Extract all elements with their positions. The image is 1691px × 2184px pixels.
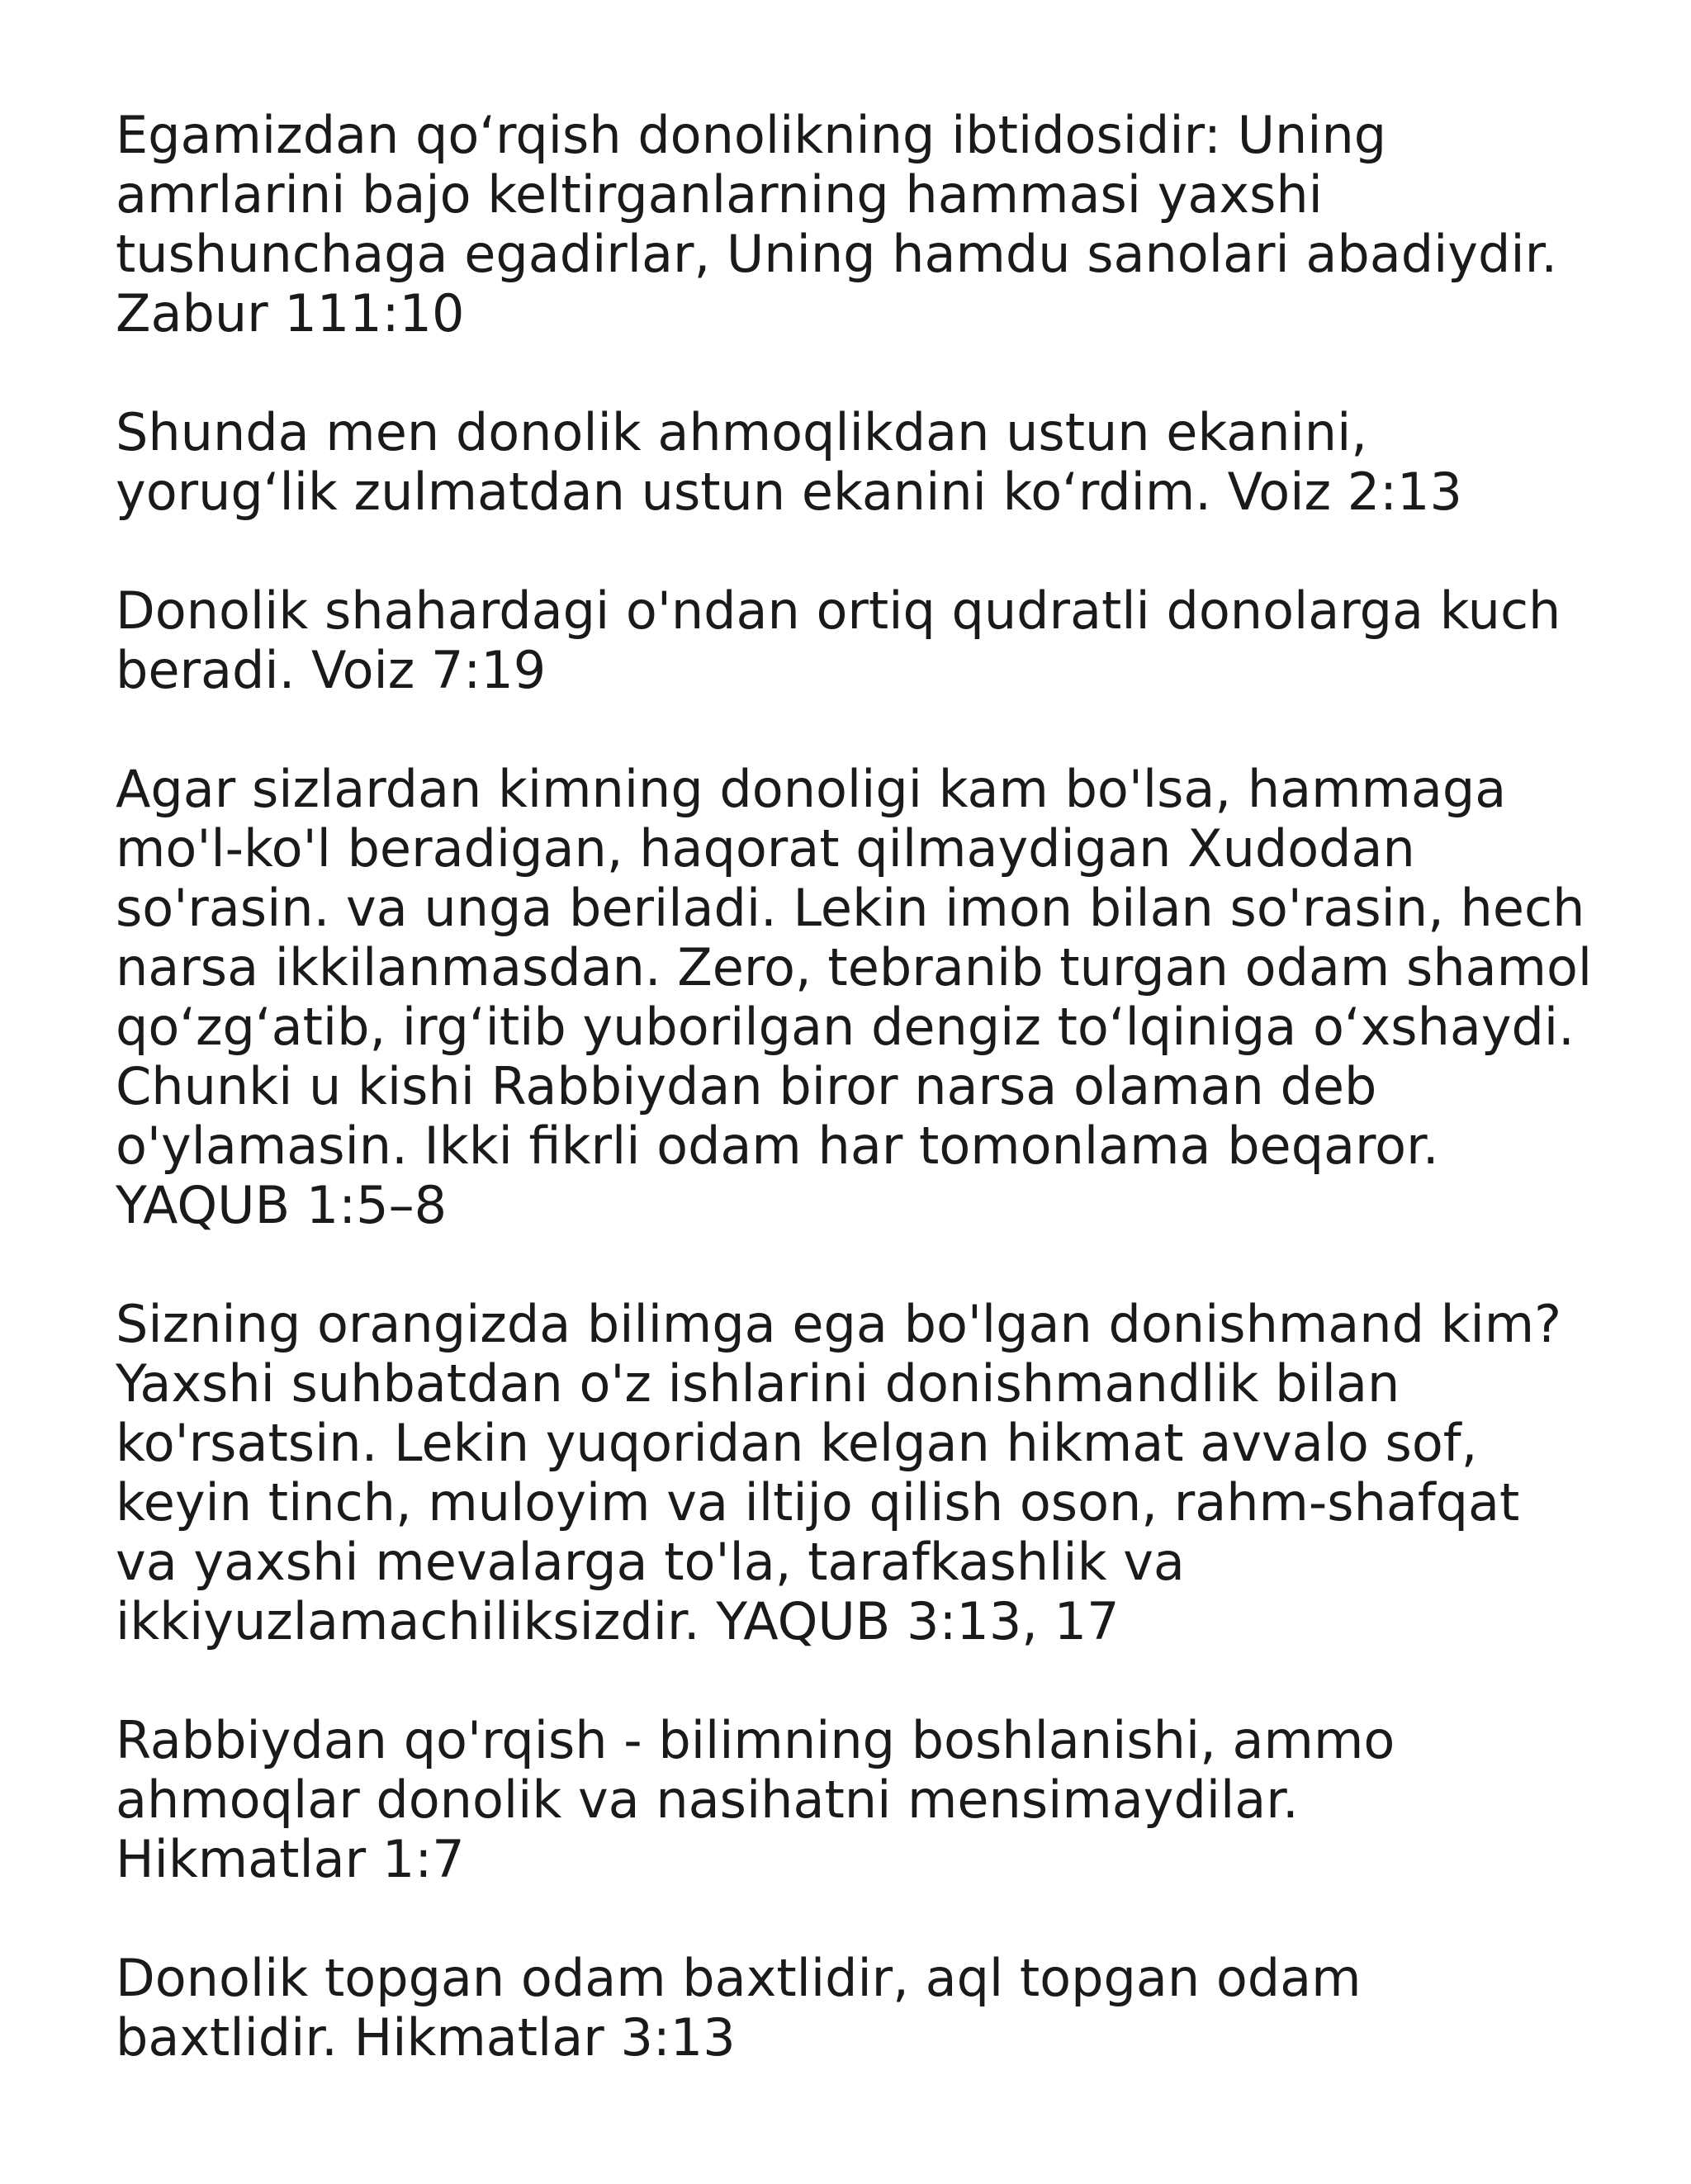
verse-line: yorug‘lik zulmatdan ustun ekanini ko‘rdim. Voiz 2:13 bbox=[116, 462, 1462, 522]
verse-line: narsa ikkilanmasdan. Zero, tebranib turgan odam shamol bbox=[116, 937, 1593, 997]
verse-yaqub-3-13-17 bbox=[116, 1295, 1651, 1651]
verse-line: keyin tinch, muloyim va iltijo qilish oson, rahm-shafqat bbox=[116, 1472, 1520, 1533]
verse-line: Shunda men donolik ahmoqlikdan ustun ekanini, bbox=[116, 402, 1368, 462]
verse-line: Agar sizlardan kimning donoligi kam bo'lsa, hammaga bbox=[116, 759, 1507, 819]
verse-line: Hikmatlar 1:7 bbox=[116, 1829, 465, 1889]
verse-line: amrlarini bajo keltirganlarning hammasi yaxshi bbox=[116, 164, 1323, 225]
verse-line: beradi. Voiz 7:19 bbox=[116, 640, 547, 700]
verse-line: Zabur 111:10 bbox=[116, 283, 465, 343]
verse-line: ahmoqlar donolik va nasihatni mensimaydilar. bbox=[116, 1769, 1299, 1830]
verse-line: Sizning orangizda bilimga ega bo'lgan donishmand kim? bbox=[116, 1294, 1562, 1354]
verse-line: qo‘zg‘atib, irg‘itib yuborilgan dengiz to‘lqiniga o‘xshaydi. bbox=[116, 997, 1575, 1057]
verse-line: Chunki u kishi Rabbiydan biror narsa olaman deb bbox=[116, 1056, 1377, 1116]
verse-line: ikkiyuzlamachiliksizdir. YAQUB 3:13, 17 bbox=[116, 1591, 1120, 1651]
verse-line: o'ylamasin. Ikki fikrli odam har tomonlama beqaror. bbox=[116, 1116, 1439, 1176]
verse-line: so'rasin. va unga beriladi. Lekin imon bilan so'rasin, hech bbox=[116, 878, 1585, 938]
verse-line: baxtlidir. Hikmatlar 3:13 bbox=[116, 2007, 736, 2068]
verse-voiz-2-13 bbox=[116, 403, 1651, 522]
verse-line: tushunchaga egadirlar, Uning hamdu sanolari abadiydir. bbox=[116, 224, 1558, 284]
verse-voiz-7-19 bbox=[116, 581, 1651, 700]
verse-line: Egamizdan qo‘rqish donolikning ibtidosidir: Uning bbox=[116, 105, 1387, 165]
verse-line: Rabbiydan qo'rqish - bilimning boshlanishi, ammo bbox=[116, 1710, 1395, 1770]
verse-hikmatlar-3-13 bbox=[116, 1949, 1651, 2068]
verse-yaqub-1-5-8 bbox=[116, 760, 1651, 1235]
verse-line: Donolik shahardagi o'ndan ortiq qudratli donolarga kuch bbox=[116, 580, 1561, 641]
verse-line: mo'l-ko'l beradigan, haqorat qilmaydigan Xudodan bbox=[116, 818, 1415, 879]
verse-zabur-111-10 bbox=[116, 106, 1651, 343]
verse-line: Yaxshi suhbatdan o'z ishlarini donishmandlik bilan bbox=[116, 1353, 1400, 1414]
verse-line: ko'rsatsin. Lekin yuqoridan kelgan hikmat avvalo sof, bbox=[116, 1413, 1478, 1473]
document-page bbox=[116, 106, 1651, 2127]
verse-line: Donolik topgan odam baxtlidir, aql topgan odam bbox=[116, 1948, 1362, 2008]
verse-line: va yaxshi mevalarga to'la, tarafkashlik va bbox=[116, 1532, 1185, 1592]
verse-line: YAQUB 1:5–8 bbox=[116, 1175, 448, 1235]
verse-hikmatlar-1-7 bbox=[116, 1711, 1651, 1889]
